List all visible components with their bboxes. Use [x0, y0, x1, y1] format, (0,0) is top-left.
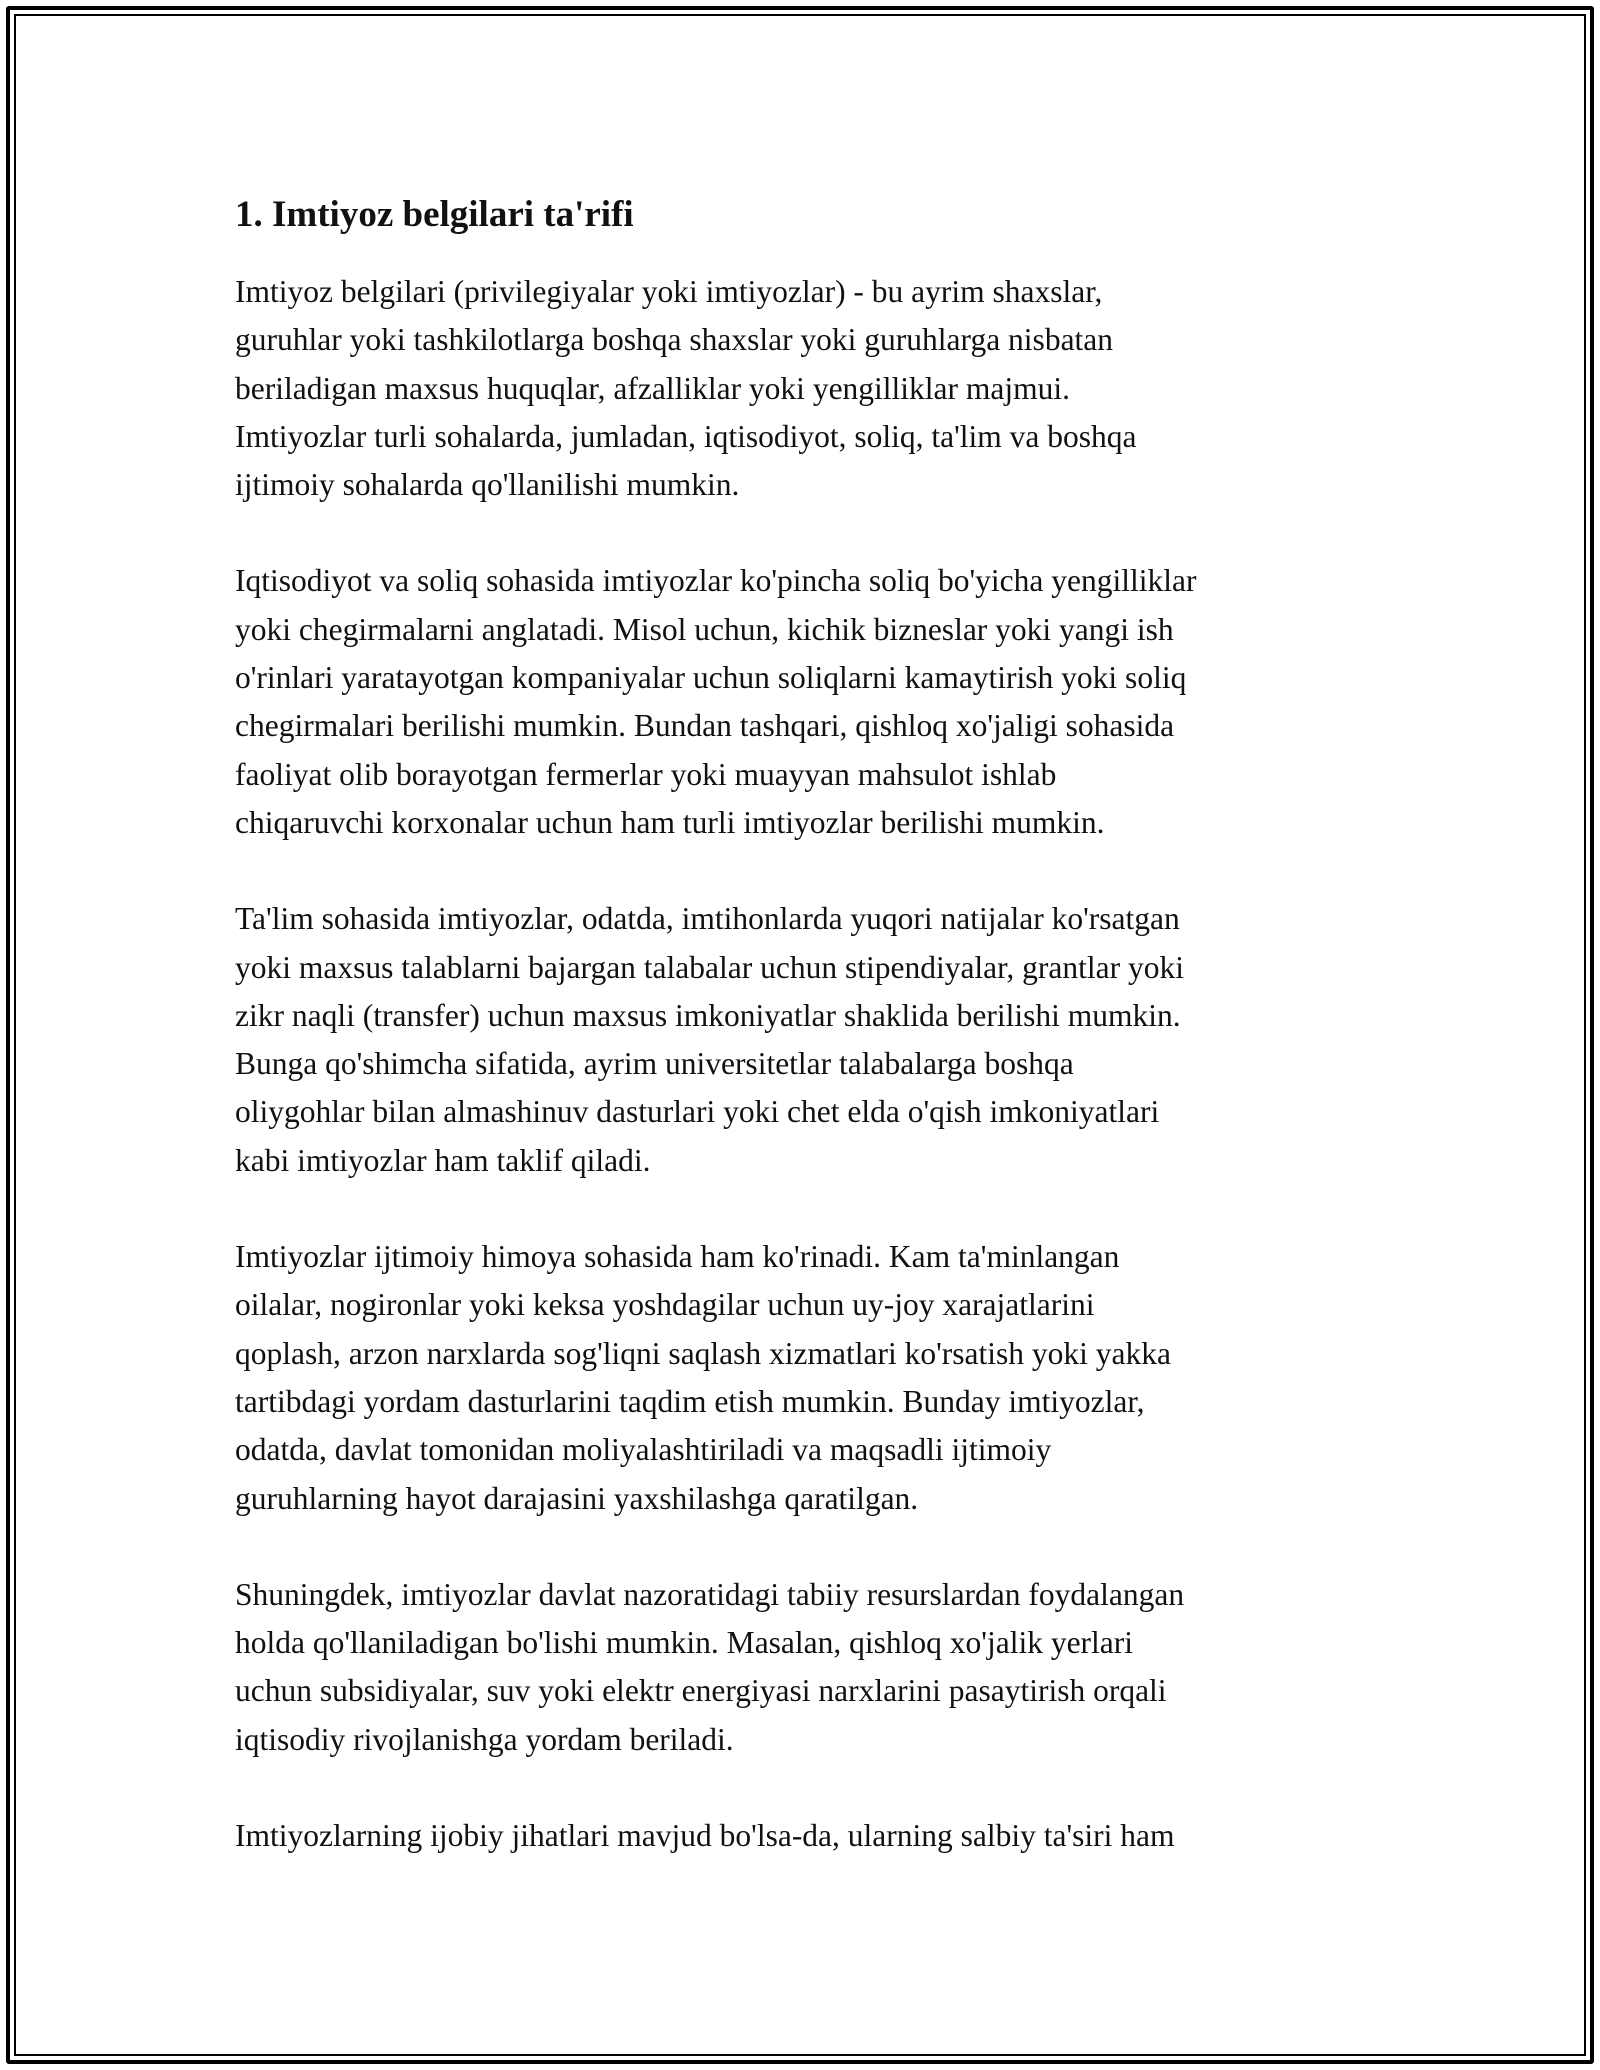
paragraph-line: qoplash, arzon narxlarda sog'liqni saqlash xizmatlari ko'rsatish yoki yakka [235, 1335, 1171, 1371]
paragraph [235, 1233, 1375, 1523]
paragraph-line: Shuningdek, imtiyozlar davlat nazoratidagi tabiiy resurslardan foydalangan [235, 1576, 1185, 1612]
paragraph-line: o'rinlari yaratayotgan kompaniyalar uchun soliqlarni kamaytirish yoki soliq [235, 660, 1187, 696]
paragraph-line: tartibdagi yordam dasturlarini taqdim etish mumkin. Bunday imtiyozlar, [235, 1383, 1145, 1419]
paragraph-list [235, 268, 1375, 1860]
paragraph [235, 895, 1375, 1185]
paragraph-line: Imtiyozlar turli sohalarda, jumladan, iqtisodiyot, soliq, ta'lim va boshqa [235, 418, 1137, 454]
paragraph-line: faoliyat olib borayotgan fermerlar yoki muayyan mahsulot ishlab [235, 756, 1057, 792]
paragraph-line: kabi imtiyozlar ham taklif qiladi. [235, 1142, 651, 1178]
paragraph-line: yoki maxsus talablarni bajargan talabalar uchun stipendiyalar, grantlar yoki [235, 949, 1184, 985]
paragraph-line: guruhlar yoki tashkilotlarga boshqa shaxslar yoki guruhlarga nisbatan [235, 322, 1114, 358]
paragraph-line: holda qo'llaniladigan bo'lishi mumkin. Masalan, qishloq xo'jalik yerlari [235, 1625, 1134, 1661]
paragraph-line: Imtiyoz belgilari (privilegiyalar yoki imtiyozlar) - bu ayrim shaxslar, [235, 274, 1103, 309]
document-body [235, 188, 1375, 1908]
paragraph-line: iqtisodiy rivojlanishga yordam beriladi. [235, 1721, 734, 1757]
paragraph-line: Imtiyozlarning ijobiy jihatlari mavjud bo'lsa-da, ularning salbiy ta'siri ham [235, 1818, 1175, 1854]
paragraph-line: chiqaruvchi korxonalar uchun ham turli imtiyozlar berilishi mumkin. [235, 804, 1105, 840]
paragraph-line: ijtimoiy sohalarda qo'llanilishi mumkin. [235, 467, 740, 503]
paragraph [235, 1571, 1375, 1764]
paragraph-line: guruhlarning hayot darajasini yaxshilashga qaratilgan. [235, 1480, 919, 1516]
paragraph-line: zikr naqli (transfer) uchun maxsus imkoniyatlar shaklida berilishi mumkin. [235, 997, 1181, 1033]
paragraph-line: chegirmalari berilishi mumkin. Bundan tashqari, qishloq xo'jaligi sohasida [235, 708, 1175, 744]
paragraph-line: Iqtisodiyot va soliq sohasida imtiyozlar ko'pincha soliq bo'yicha yengilliklar [235, 563, 1197, 599]
paragraph-line: odatda, davlat tomonidan moliyalashtiriladi va maqsadli ijtimoiy [235, 1432, 1052, 1468]
paragraph [235, 1812, 1375, 1860]
paragraph-line: yoki chegirmalarni anglatadi. Misol uchun, kichik bizneslar yoki yangi ish [235, 611, 1174, 647]
paragraph-line: oilalar, nogironlar yoki keksa yoshdagilar uchun uy-joy xarajatlarini [235, 1287, 1095, 1323]
paragraph [235, 268, 1375, 509]
section-heading: 1. Imtiyoz belgilari ta'rifi [235, 194, 634, 235]
paragraph-line: Imtiyozlar ijtimoiy himoya sohasida ham ko'rinadi. Kam ta'minlangan [235, 1239, 1120, 1275]
paragraph-line: beriladigan maxsus huquqlar, afzalliklar yoki yengilliklar majmui. [235, 370, 1071, 406]
paragraph-line: uchun subsidiyalar, suv yoki elektr energiyasi narxlarini pasaytirish orqali [235, 1673, 1167, 1709]
paragraph-line: Bunga qo'shimcha sifatida, ayrim universitetlar talabalarga boshqa [235, 1046, 1074, 1082]
paragraph [235, 557, 1375, 847]
paragraph-line: Ta'lim sohasida imtiyozlar, odatda, imtihonlarda yuqori natijalar ko'rsatgan [235, 901, 1180, 937]
paragraph-line: oliygohlar bilan almashinuv dasturlari yoki chet elda o'qish imkoniyatlari [235, 1094, 1160, 1130]
